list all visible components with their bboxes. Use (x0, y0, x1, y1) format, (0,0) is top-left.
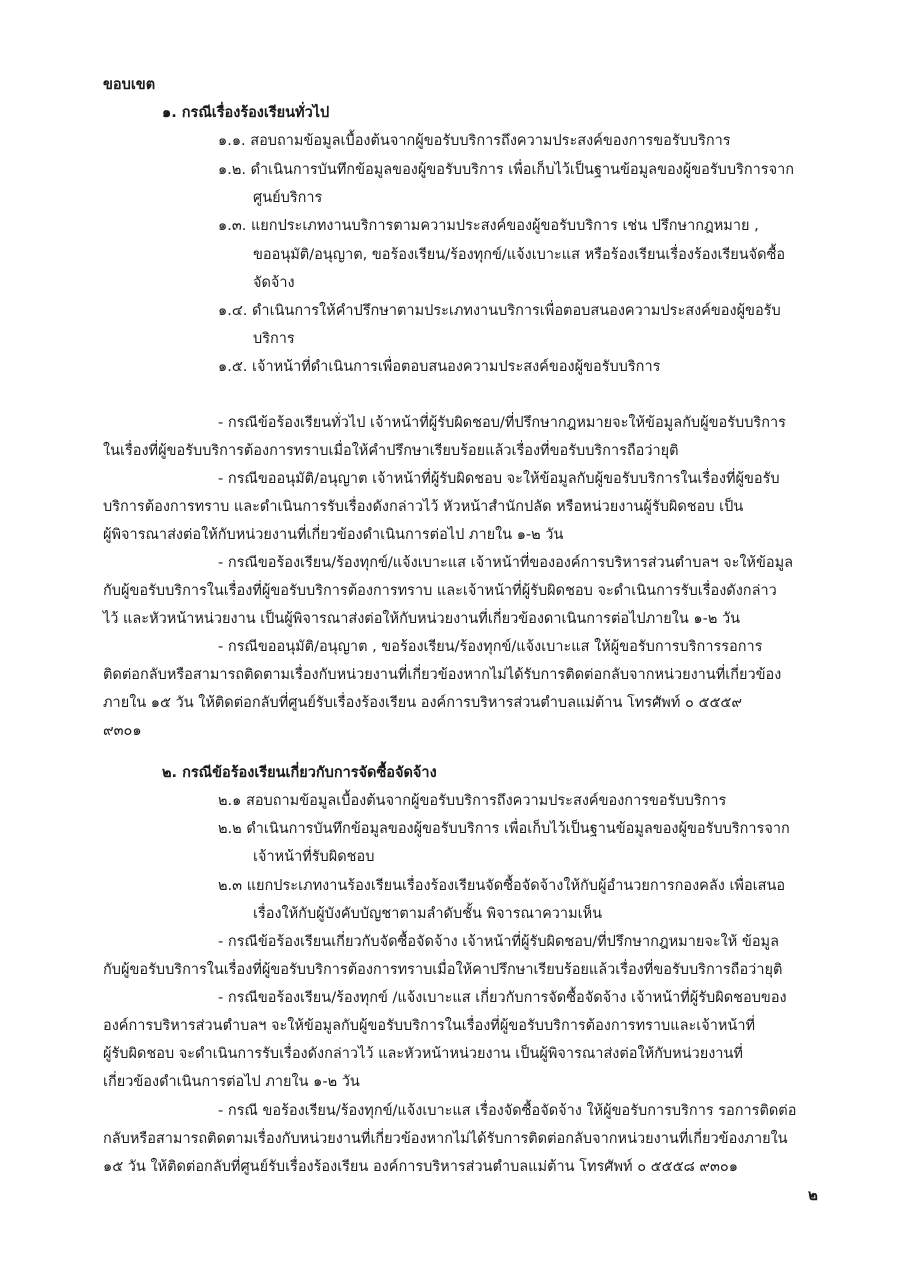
page-number: ๒ (808, 1186, 818, 1204)
section2-item-1-line-1: ๒.๑ สอบถามข้อมูลเบื้องต้นจากผู้ขอรับบริการถึงความประสงค์ของการขอรับบริการ (218, 793, 727, 809)
section1-item-3-line-3: จัดจ้าง (253, 275, 295, 291)
section1-item-5-line-1: ๑.๕. เจ้าหน้าที่ดำเนินการเพื่อตอบสนองความประสงค์ของผู้ขอรับบริการ (218, 359, 661, 375)
section2-para-2-line-2: องค์การบริหารส่วนตำบลฯ จะให้ข้อมูลกับผู้ขอรับบริการในเรื่องที่ผู้ขอรับบริการต้องการทราบและเจ้าหน้าที่ (103, 1018, 756, 1034)
section1-para-4-line-1: - กรณีขออนุมัติ/อนุญาต , ขอร้องเรียน/ร้องทุกข์/แจ้งเบาะแส ให้ผู้ขอรับการบริการรอการ (218, 639, 763, 655)
section1-para-4-line-4: ๙๓๐๑ (103, 723, 142, 739)
section1-item-3-line-1: ๑.๓. แยกประเภทงานบริการตามความประสงค์ของผู้ขอรับบริการ เช่น ปรึกษากฎหมาย , (218, 218, 759, 234)
section2-item-3-line-2: เรื่องให้กับผู้บังคับบัญชาตามลำดับชั้น พิจารณาความเห็น (253, 906, 603, 922)
section1-para-2-line-2: บริการต้องการทราบ และดำเนินการรับเรื่องดังกล่าวไว้ หัวหน้าสำนักปลัด หรือหน่วยงานผู้รับผิดชอบ เป็น (103, 499, 744, 515)
section1-para-4-line-3: ภายใน ๑๕ วัน ให้ติดต่อกลับที่ศูนย์รับเรื่องร้องเรียน องค์การบริหารส่วนตำบลแม่ต้าน โทรศัพท์ ๐ ๕๕๕๙ (103, 695, 743, 711)
section2-para-2-line-3: ผู้รับผิดชอบ จะดำเนินการรับเรื่องดังกล่าวไว้ และหัวหน้าหน่วยงาน เป็นผู้พิจารณาส่งต่อให้กับหน่วยงานที่ (103, 1046, 743, 1062)
section1-heading: ๑. กรณีเรื่องร้องเรียนทั่วไป (162, 105, 330, 121)
section2-para-3-line-3: ๑๕ วัน ให้ติดต่อกลับที่ศูนย์รับเรื่องร้องเรียน องค์การบริหารส่วนตำบลแม่ต้าน โทรศัพท์ ๐ ๕๕๕๘ ๙๓๐๑ (103, 1159, 738, 1175)
section2-para-3-line-1: - กรณี ขอร้องเรียน/ร้องทุกข์/แจ้งเบาะแส เรื่องจัดซื้อจัดจ้าง ให้ผู้ขอรับการบริการ รอการติดต่อ (218, 1103, 797, 1119)
section2-item-2-line-2: เจ้าหน้าที่รับผิดชอบ (253, 849, 375, 865)
section1-para-3-line-1: - กรณีขอร้องเรียน/ร้องทุกข์/แจ้งเบาะแส เจ้าหน้าที่ขององค์การบริหารส่วนตำบลฯ จะให้ข้อมูล (218, 555, 794, 571)
section2-item-2-line-1: ๒.๒ ดำเนินการบันทึกข้อมูลของผู้ขอรับบริการ เพื่อเก็บไว้เป็นฐานข้อมูลของผู้ขอรับบริการจาก (218, 821, 790, 837)
section1-para-2-line-3: ผู้พิจารณาส่งต่อให้กับหน่วยงานที่เกี่ยวข้องดำเนินการต่อไป ภายใน ๑-๒ วัน (103, 527, 564, 543)
section2-para-2-line-4: เกี่ยวข้องดำเนินการต่อไป ภายใน ๑-๒ วัน (103, 1074, 360, 1090)
scope-heading: ขอบเขต (103, 77, 156, 93)
section2-item-3-line-1: ๒.๓ แยกประเภทงานร้องเรียนเรื่องร้องเรียนจัดซื้อจัดจ้างให้กับผู้อำนวยการกองคลัง เพื่อเสนอ (218, 878, 786, 894)
section1-para-2-line-1: - กรณีขออนุมัติ/อนุญาต เจ้าหน้าที่ผู้รับผิดชอบ จะให้ข้อมูลกับผู้ขอรับบริการในเรื่องที่ผู้ขอรับ (218, 471, 780, 487)
section1-para-4-line-2: ติดต่อกลับหรือสามารถติดตามเรื่องกับหน่วยงานที่เกี่ยวข้องหากไม่ได้รับการติดต่อกลับจากหน่วยงานที่เกี่ยวข้อง (103, 667, 782, 683)
section2-para-1-line-1: - กรณีข้อร้องเรียนเกี่ยวกับจัดซื้อจัดจ้าง เจ้าหน้าที่ผู้รับผิดชอบ/ที่ปรึกษากฎหมายจะให้ ข้อมูล (218, 934, 779, 950)
section2-para-1-line-2: กับผู้ขอรับบริการในเรื่องที่ผู้ขอรับบริการต้องการทราบเมื่อให้คาปรึกษาเรียบร้อยแล้วเรื่องที่ขอรับบริการถือว่ายุติ (103, 962, 783, 978)
section2-para-2-line-1: - กรณีขอร้องเรียน/ร้องทุกข์ /แจ้งเบาะแส เกี่ยวกับการจัดซื้อจัดจ้าง เจ้าหน้าที่ผู้รับผิดชอบของ (218, 990, 787, 1006)
section1-item-2-line-1: ๑.๒. ดำเนินการบันทึกข้อมูลของผู้ขอรับบริการ เพื่อเก็บไว้เป็นฐานข้อมูลของผู้ขอรับบริการจาก (218, 162, 794, 178)
section1-item-3-line-2: ขออนุมัติ/อนุญาต, ขอร้องเรียน/ร้องทุกข์/แจ้งเบาะแส หรือร้องเรียนเรื่องร้องเรียนจัดซื้อ (253, 247, 786, 263)
section1-item-1-line-1: ๑.๑. สอบถามข้อมูลเบื้องต้นจากผู้ขอรับบริการถึงความประสงค์ของการขอรับบริการ (218, 133, 731, 149)
section1-para-3-line-3: ไว้ และหัวหน้าหน่วยงาน เป็นผู้พิจารณาส่งต่อให้กับหน่วยงานที่เกี่ยวข้องดาเนินการต่อไปภายใน ๑-๒ วัน (103, 611, 741, 627)
section1-para-3-line-2: กับผู้ขอรับบริการในเรื่องที่ผู้ขอรับบริการต้องการทราบ และเจ้าหน้าที่ผู้รับผิดชอบ จะดำเนินการรับเรื่องดังกล่าว (103, 583, 777, 599)
section1-item-4-line-2: บริการ (253, 331, 295, 347)
section2-para-3-line-2: กลับหรือสามารถติดตามเรื่องกับหน่วยงานที่เกี่ยวข้องหากไม่ได้รับการติดต่อกลับจากหน่วยงานที่เกี่ยวข้องภายใน (103, 1131, 788, 1147)
section1-item-2-line-2: ศูนย์บริการ (253, 190, 323, 206)
section2-heading: ๒. กรณีข้อร้องเรียนเกี่ยวกับการจัดซื้อจัดจ้าง (162, 765, 437, 781)
section1-item-4-line-1: ๑.๔. ดำเนินการให้คำปรึกษาตามประเภทงานบริการเพื่อตอบสนองความประสงค์ของผู้ขอรับ (218, 303, 781, 319)
section1-para-1-line-2: ในเรื่องที่ผู้ขอรับบริการต้องการทราบเมื่อให้คำปรึกษาเรียบร้อยแล้วเรื่องที่ขอรับบริการถือว่ายุติ (103, 443, 679, 459)
section1-para-1-line-1: - กรณีข้อร้องเรียนทั่วไป เจ้าหน้าที่ผู้รับผิดชอบ/ที่ปรึกษากฎหมายจะให้ข้อมูลกับผู้ขอรับบริการ (218, 415, 786, 431)
